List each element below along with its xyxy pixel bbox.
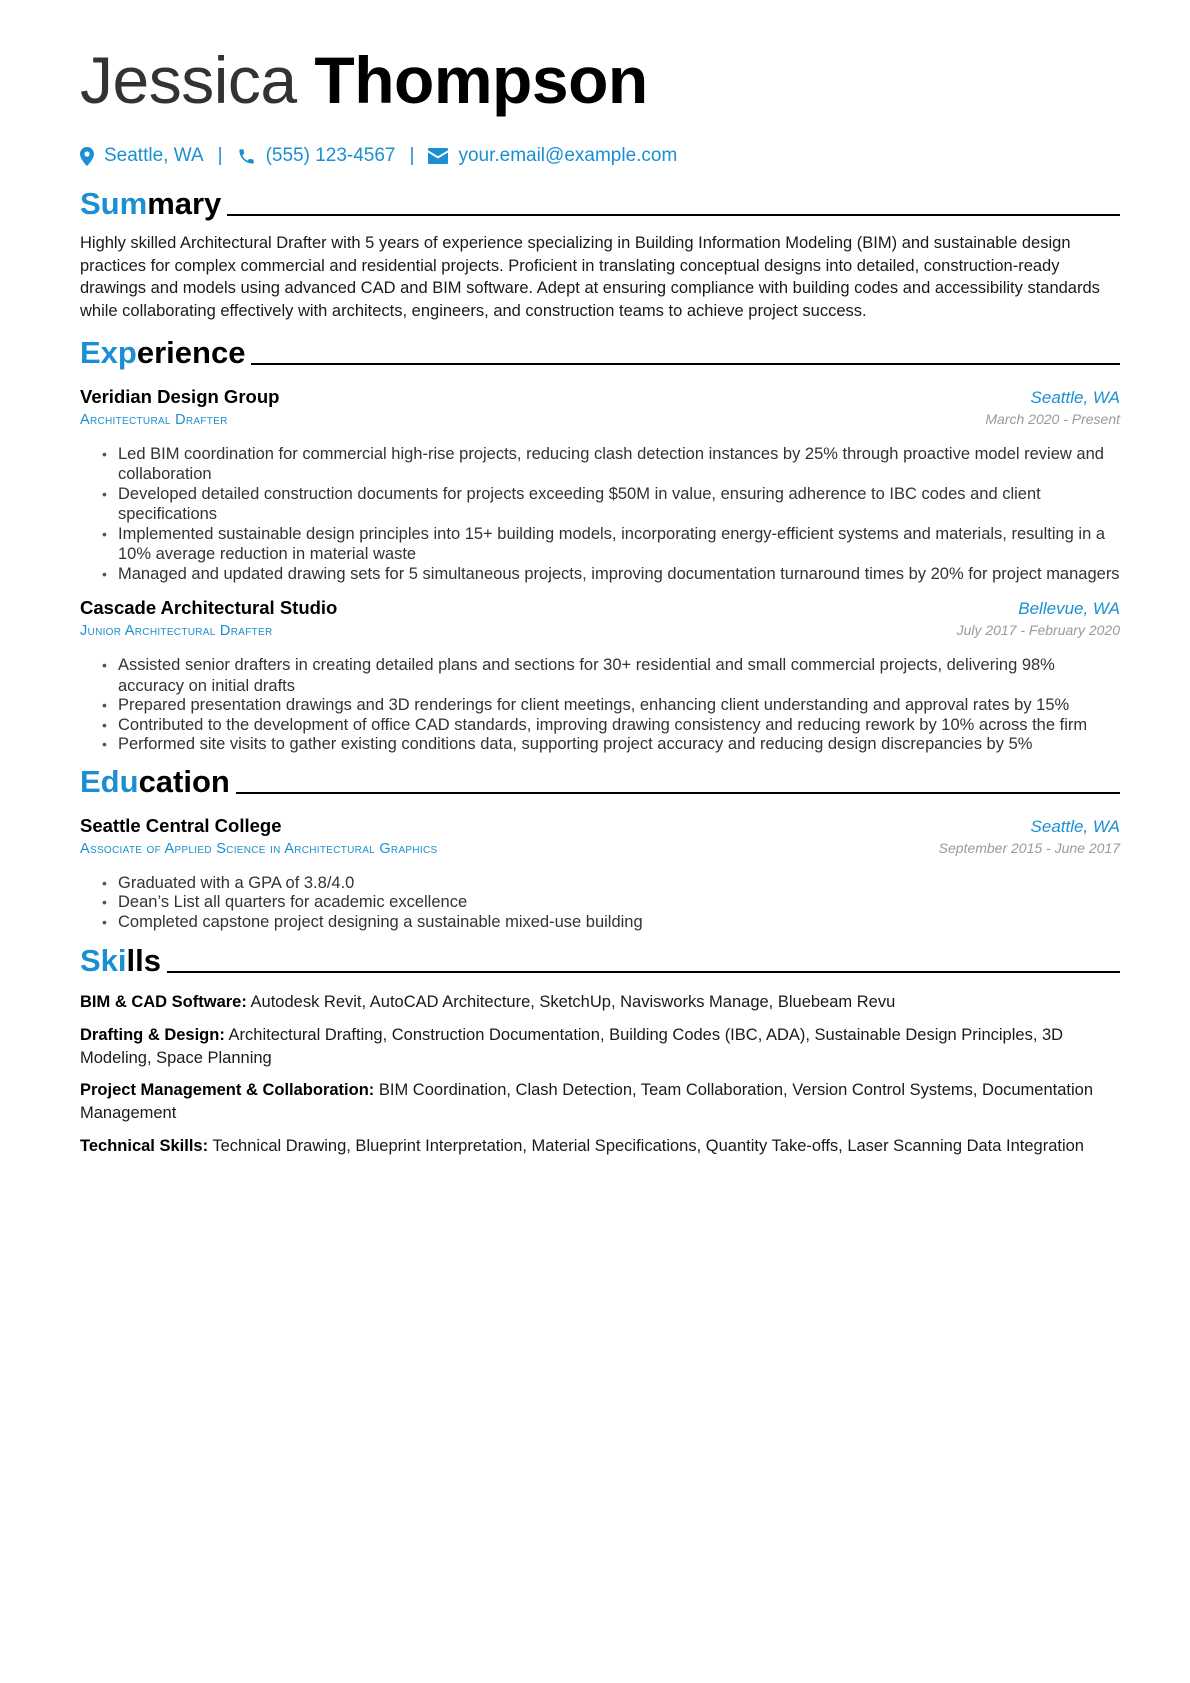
achievement-list [80, 444, 1120, 585]
resume-page [80, 40, 1120, 1158]
job-location: Seattle, WA [1030, 387, 1120, 407]
section-divider [236, 792, 1120, 794]
summary-text: Highly skilled Architectural Drafter with 5 years of experience specializing in Building Information Modeling (BIM) and sustainable design practices for complex commercial and residential projects. Proficient in translating conceptual designs into detailed, construction-ready drawings and models using advanced CAD and BIM software. Adept at ensuring compliance with building codes and accessibility standards while collaborating effectively with architects, engineers, and construction teams to achieve project success. [80, 234, 1100, 321]
first-name: Jessica [80, 43, 297, 117]
section-divider [167, 971, 1120, 973]
contact-phone [237, 145, 396, 167]
education-entry [80, 815, 1120, 933]
section-title: Education [80, 763, 230, 799]
skills-section-header [80, 939, 1120, 979]
skill-items: BIM Coordination, Clash Detection, Team Collaboration, Version Control Systems, Documentation Management [80, 1081, 1094, 1123]
job-title: Architectural Drafter [80, 411, 228, 428]
phone-icon [237, 147, 256, 166]
achievement-list [80, 655, 1120, 755]
skill-items: Technical Drawing, Blueprint Interpretation, Material Specifications, Quantity Take-offs, Laser Scanning Data Integration [212, 1136, 1084, 1155]
last-name: Thompson [314, 43, 648, 117]
skill-items: Architectural Drafting, Construction Documentation, Building Codes (IBC, ADA), Sustainable Design Principles, 3D Modeling, Space Planning [80, 1026, 1064, 1067]
skill-category: Technical Skills: [80, 1136, 209, 1155]
skill-row [80, 1135, 1120, 1158]
list-item: • Performed site visits to gather existing conditions data, supporting project accuracy and reducing design discrepancies by 5% [102, 734, 1120, 755]
candidate-name [80, 40, 1120, 120]
skill-category: BIM & CAD Software: [80, 993, 247, 1012]
contact-email [428, 145, 677, 167]
degree-title: Associate of Applied Science in Architectural Graphics [80, 840, 438, 857]
job-dates: July 2017 - February 2020 [956, 622, 1120, 639]
envelope-icon [428, 148, 448, 164]
experience-section-header [80, 331, 1120, 371]
contact-separator: | [217, 145, 223, 166]
list-item: • Contributed to the development of office CAD standards, improving drawing consistency and reducing rework by 10% across the firm [102, 715, 1120, 736]
skill-items: Autodesk Revit, AutoCAD Architecture, SketchUp, Navisworks Manage, Bluebeam Revu [250, 993, 896, 1012]
contact-bar [80, 142, 1120, 170]
contact-location [80, 145, 204, 167]
experience-entry [80, 597, 1120, 755]
skill-category: Project Management & Collaboration: [80, 1081, 375, 1100]
section-title: Summary [80, 186, 222, 221]
email-link[interactable]: your.email@example.com [458, 145, 678, 166]
job-location: Bellevue, WA [1018, 599, 1120, 619]
list-item: • Prepared presentation drawings and 3D renderings for client meetings, enhancing client understanding and approval rates by 15% [102, 695, 1120, 716]
list-item: • Assisted senior drafters in creating detailed plans and sections for 30+ residential and small commercial projects, delivering 98% accuracy on initial drafts [102, 655, 1120, 696]
section-divider [251, 363, 1120, 365]
section-title: Skills [80, 943, 161, 979]
experience-entry [80, 386, 1120, 585]
education-highlights [80, 873, 1120, 933]
skill-row [80, 991, 1120, 1014]
school-dates: September 2015 - June 2017 [938, 839, 1120, 856]
skill-row [80, 1024, 1120, 1069]
school-location: Seattle, WA [1030, 816, 1120, 836]
list-item: • Managed and updated drawing sets for 5 simultaneous projects, improving documentation turnaround times by 20% for project managers [102, 564, 1120, 585]
list-item: • Dean’s List all quarters for academic excellence [102, 892, 1120, 913]
location-text: Seattle, WA [104, 145, 204, 166]
job-title: Junior Architectural Drafter [80, 623, 273, 640]
section-title: Experience [80, 334, 246, 370]
map-pin-icon [80, 147, 94, 166]
skill-row [80, 1079, 1120, 1124]
contact-separator: | [409, 145, 415, 166]
list-item: • Implemented sustainable design principles into 15+ building models, incorporating energy-efficient systems and materials, resulting in a 10% average reduction in material waste [102, 524, 1120, 565]
school-name: Seattle Central College [80, 814, 282, 836]
section-divider [227, 214, 1120, 216]
list-item: • Graduated with a GPA of 3.8/4.0 [102, 873, 1120, 894]
summary-section-header [80, 182, 1120, 222]
employer-name: Veridian Design Group [80, 385, 280, 407]
job-dates: March 2020 - Present [985, 410, 1120, 427]
education-section-header [80, 760, 1120, 800]
list-item: • Completed capstone project designing a sustainable mixed-use building [102, 912, 1120, 933]
list-item: • Developed detailed construction documents for projects exceeding $50M in value, ensuring adherence to IBC codes and client specifications [102, 484, 1120, 525]
phone-link[interactable]: (555) 123-4567 [265, 145, 396, 166]
employer-name: Cascade Architectural Studio [80, 597, 338, 619]
skill-category: Drafting & Design: [80, 1026, 225, 1045]
list-item: • Led BIM coordination for commercial high-rise projects, reducing clash detection instances by 25% through proactive model review and collaboration [102, 444, 1120, 485]
